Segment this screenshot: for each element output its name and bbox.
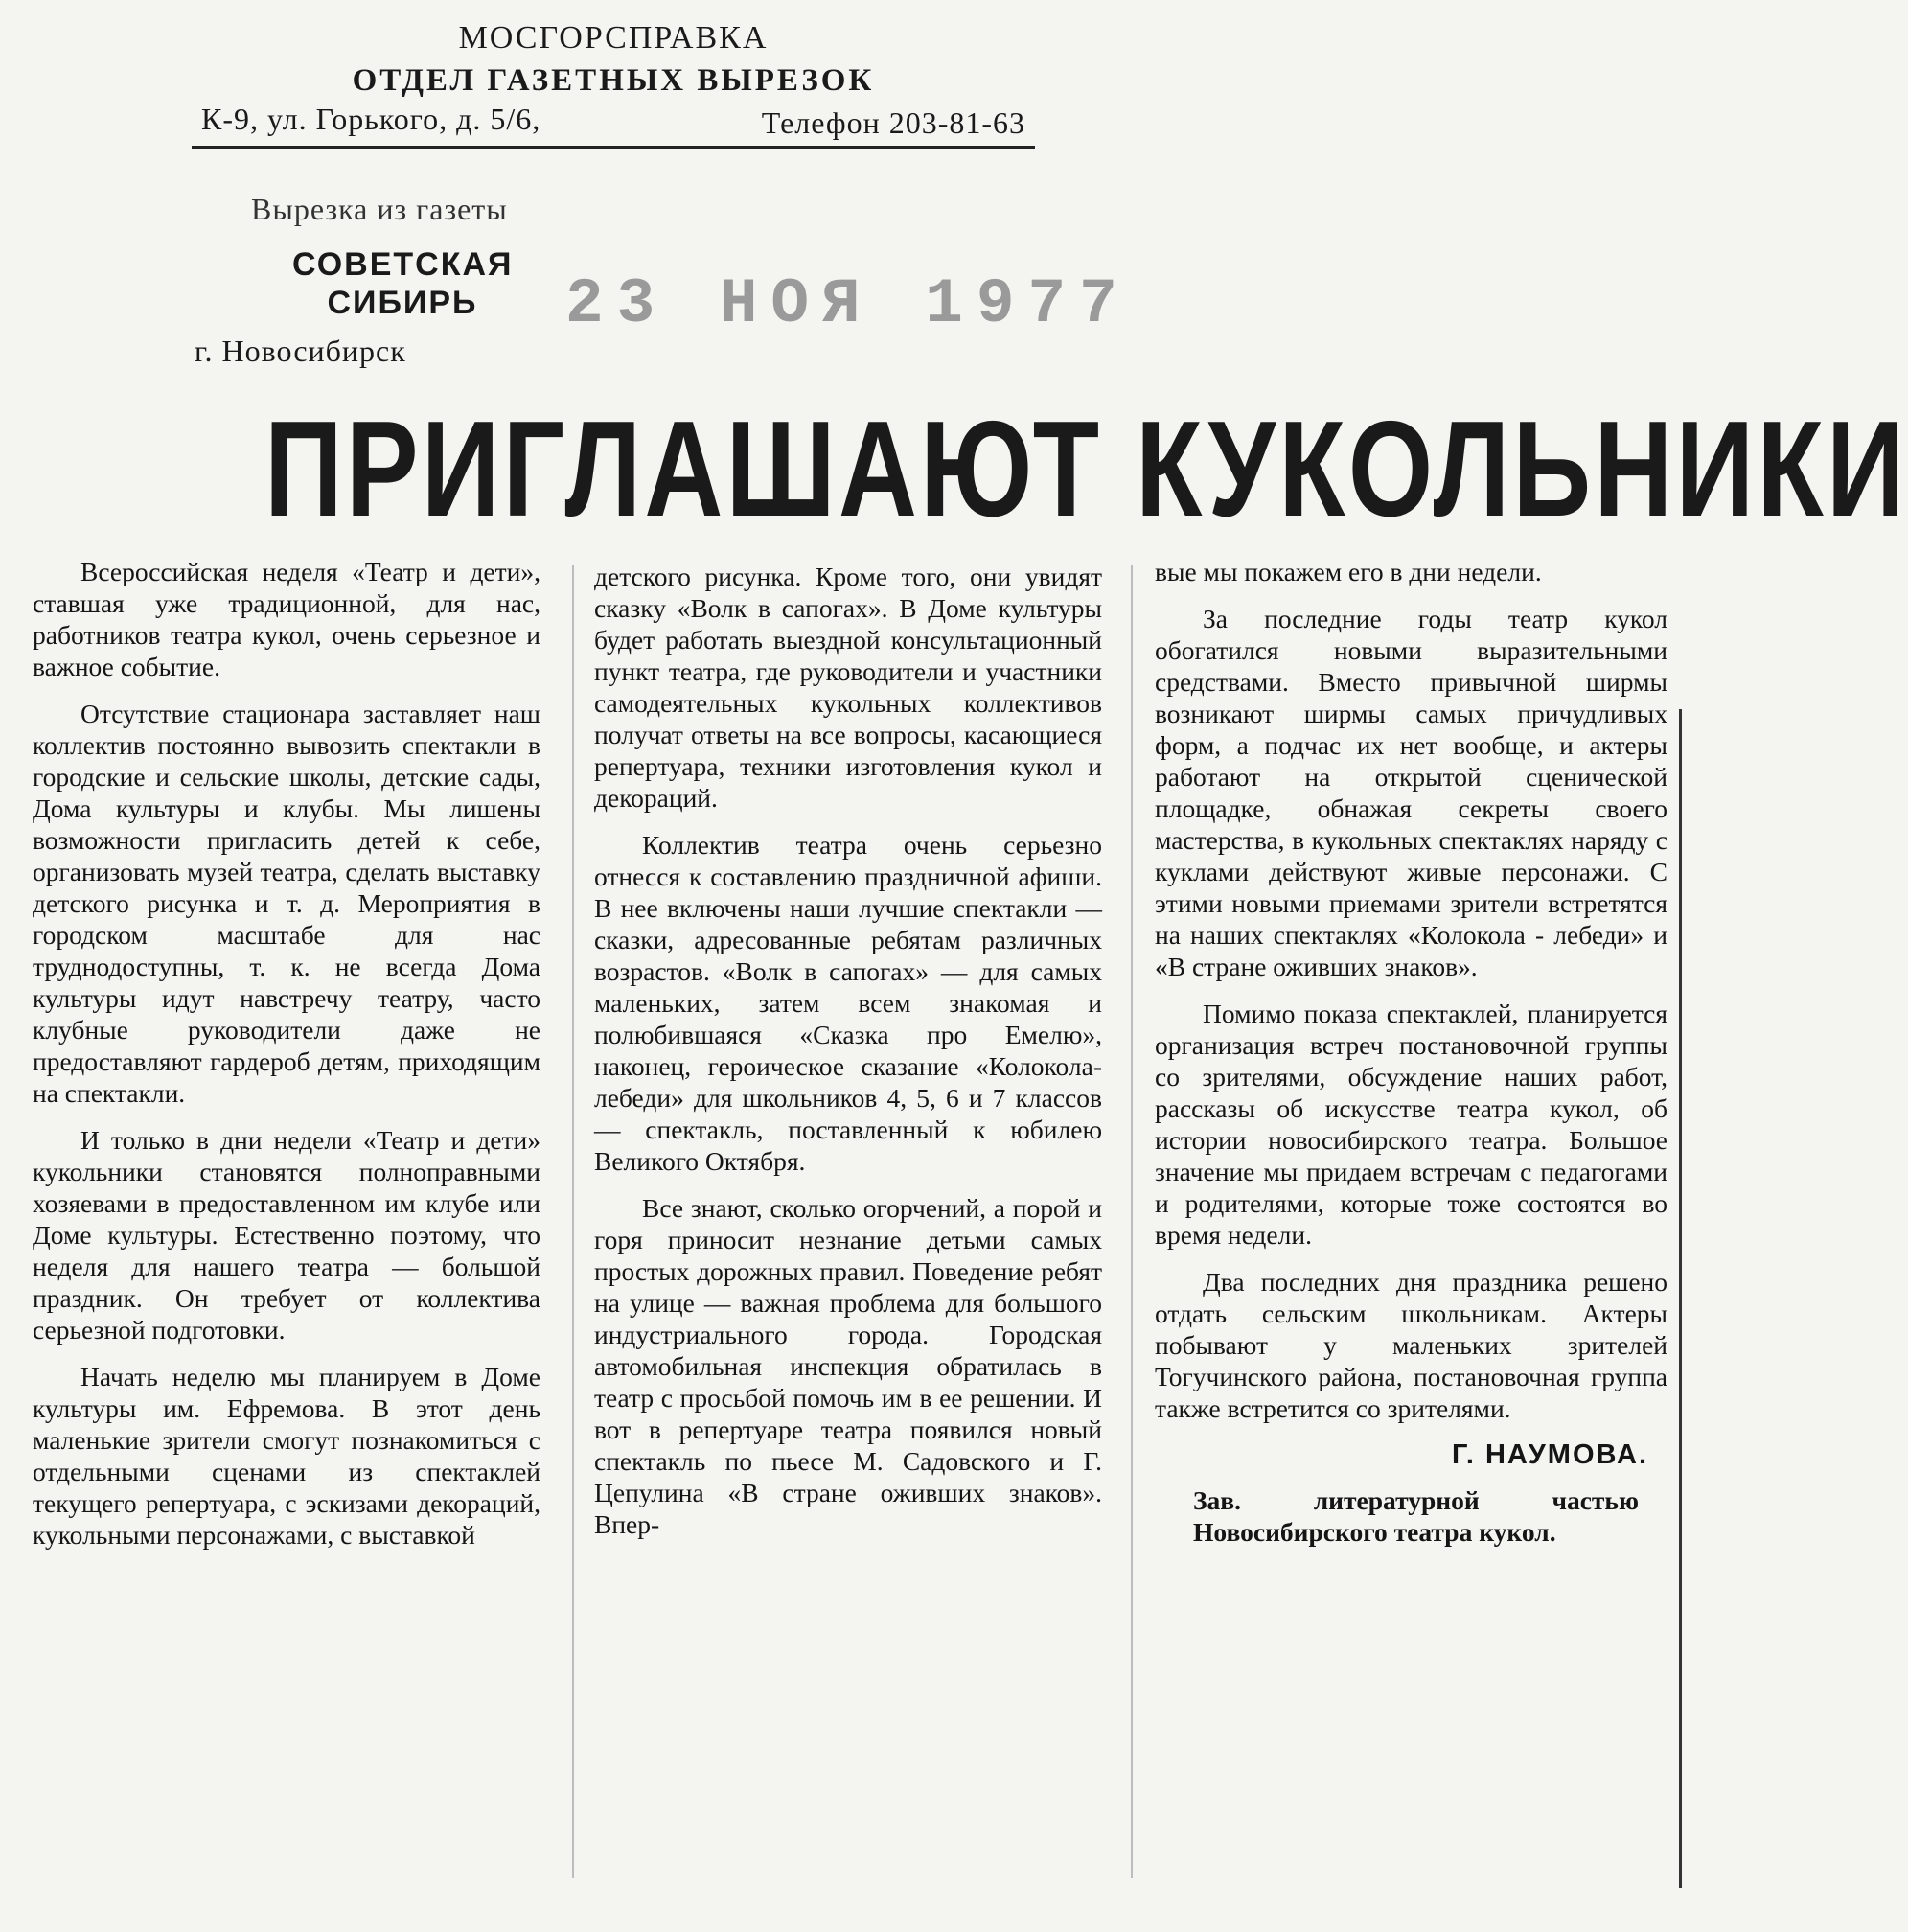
paragraph: Помимо показа спектаклей, планируется организация встреч постановочной группы со зрителями, обсуждение наших работ, рассказы об искусстве театра кукол, об истории новосибирского театра. Большое значение мы придаем встречам с педагогами и родителями, которые тоже состоятся во время недели. — [1155, 999, 1667, 1250]
paragraph: Всероссийская неделя «Театр и дети», ставшая уже традиционной, для нас, работников театра кукол, очень серьезное и важное событие. — [33, 557, 540, 681]
column-divider — [1131, 565, 1133, 1878]
article-column-2 — [594, 561, 1102, 1555]
agency-address: К-9, ул. Горького, д. 5/6, — [201, 102, 541, 136]
stamp-underline — [192, 146, 1035, 149]
article-headline: ПРИГЛАШАЮТ КУКОЛЬНИКИ — [264, 393, 1908, 545]
paragraph: Отсутствие стационара заставляет наш коллектив постоянно вывозить спектакли в городские и сельские школы, детские сады, Дома культуры и клубы. Мы лишены возможности пригласить детей к себе, организовать музей театра, сделать выставку детского рисунка и т. д. Мероприятия в городском масштабе для нас труднодоступны, т. к. не всегда Дома культуры идут навстречу театру, часто клубные руководители даже не предоставляют гардероб детям, приходящим на спектакли. — [33, 699, 540, 1108]
paragraph: За последние годы театр кукол обогатился новыми выразительными средствами. Вместо привычной ширмы возникают ширмы самых причудливых форм, а подчас их нет вообще, и актеры работают на открытой сценической площадке, обнажая секреты своего мастерства, в кукольных спектаклях наряду с куклами действуют живые персонажи. С этими новыми приемами зрители встретятся на наших спектаклях «Колокола - лебеди» и «В стране оживших знаков». — [1155, 604, 1667, 981]
paragraph: Все знают, сколько огорчений, а порой и горя приносит незнание детьми самых простых дорожных правил. Поведение ребят на улице — важная проблема для большого индустриального города. Городская автомобильная инспекция обратилась в театр с просьбой помочь им в ее решении. И вот в репертуаре театра появился новый спектакль по пьесе М. Садовского и Г. Цепулина «В стране оживших знаков». Впер- — [594, 1193, 1102, 1539]
newspaper-name: СОВЕТСКАЯ СИБИРЬ — [292, 246, 514, 321]
paragraph: Начать неделю мы планируем в Доме культуры им. Ефремова. В этот день маленькие зрители смогут познакомиться с отдельными сценами из спектаклей текущего репертуара, с эскизами декораций, кукольными персонажами, с выставкой — [33, 1362, 540, 1550]
clipping-edge — [1679, 709, 1682, 1888]
paragraph: И только в дни недели «Театр и дети» кукольники становятся полноправными хозяевами в предоставленном им клубе или Доме культуры. Естественно поэтому, что неделя для нашего театра — большой праздник. Он требует от коллектива серьезной подготовки. — [33, 1125, 540, 1345]
paragraph: Коллектив театра очень серьезно отнесся к составлению праздничной афиши. В нее включены наши лучшие спектакли — сказки, адресованные ребятам различных возрастов. «Волк в сапогах» — для самых маленьких, затем всем знакомая и полюбившаяся «Сказка про Емелю», наконец, героическое сказание «Колокола-лебеди» для школьников 4, 5, 6 и 7 классов — спектакль, поставленный к юбилею Великого Октября. — [594, 830, 1102, 1176]
paragraph: вые мы покажем его в дни недели. — [1155, 557, 1542, 586]
article-column-3 — [1155, 556, 1667, 1548]
column-divider — [572, 565, 574, 1878]
article-column-1 — [33, 556, 540, 1566]
agency-phone: Телефон 203-81-63 — [761, 105, 1025, 140]
date-stamp: 23 НОЯ 1977 — [565, 268, 1131, 340]
author-name: Г. НАУМОВА. — [1452, 1439, 1648, 1470]
newspaper-city: г. Новосибирск — [195, 334, 406, 368]
paragraph: Два последних дня праздника решено отдать сельским школьникам. Актеры побывают у маленьких зрителей Тогучинского района, постановочная группа также встретится со зрителями. — [1155, 1267, 1667, 1423]
department-name: ОТДЕЛ ГАЗЕТНЫХ ВЫРЕЗОК — [352, 63, 875, 98]
agency-name: МОСГОРСПРАВКА — [458, 20, 769, 56]
agency-stamp — [192, 17, 1035, 146]
clip-source-label: Вырезка из газеты — [251, 192, 508, 226]
paragraph: детского рисунка. Кроме того, они увидят сказку «Волк в сапогах». В Доме культуры будет работать выездной консультационный пункт театра, где руководители и участники самодеятельных кукольных коллективов получат ответы на все вопросы, касающиеся репертуара, техники изготовления кукол и декораций. — [594, 562, 1102, 813]
contact-line — [192, 102, 1035, 146]
author-title: Зав. литературной частью Новосибирского театра кукол. — [1193, 1485, 1639, 1547]
